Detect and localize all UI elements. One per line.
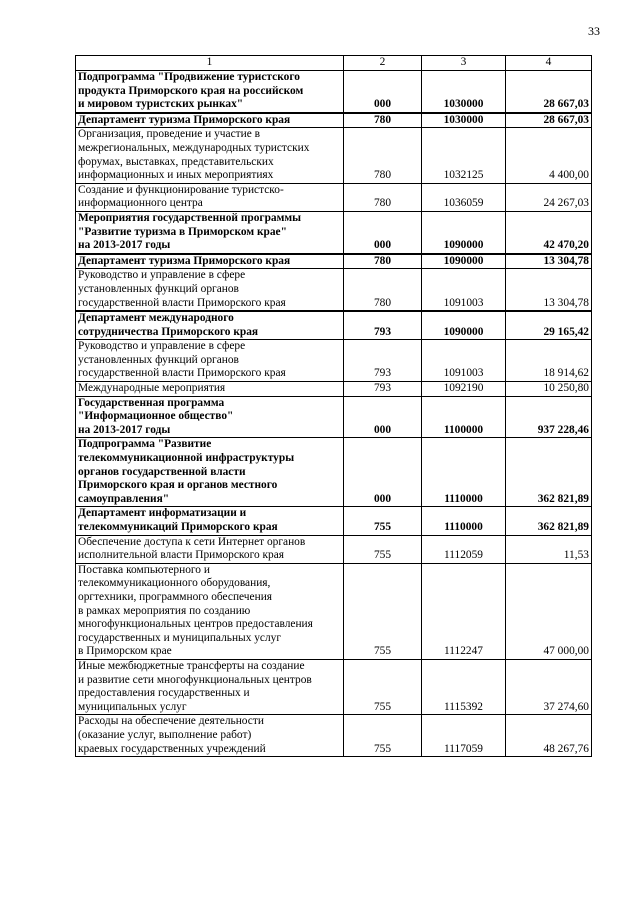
row-code-cell: 755 xyxy=(344,563,422,659)
row-name-cell: Расходы на обеспечение деятельности (оказание услуг, выполнение работ) краевых государственных учреждений xyxy=(76,715,344,757)
row-csr-cell: 1091003 xyxy=(422,340,506,382)
table-row xyxy=(76,269,592,311)
row-csr-cell: 1091003 xyxy=(422,269,506,311)
row-code-cell: 000 xyxy=(344,438,422,507)
row-code-cell: 793 xyxy=(344,311,422,340)
table-row xyxy=(76,71,592,113)
row-csr-cell: 1032125 xyxy=(422,128,506,183)
table-row xyxy=(76,438,592,507)
row-sum-cell: 24 267,03 xyxy=(506,183,592,211)
row-name-cell: Мероприятия государственной программы "Развитие туризма в Приморском крае" на 2013-2017 годы xyxy=(76,211,344,253)
row-name-cell: Департамент информатизации и телекоммуникаций Приморского края xyxy=(76,507,344,535)
row-csr-cell: 1090000 xyxy=(422,211,506,253)
row-csr-cell: 1030000 xyxy=(422,113,506,128)
row-code-cell: 780 xyxy=(344,113,422,128)
row-name-cell: Подпрограмма "Продвижение туристского продукта Приморского края на российском и мировом туристских рынках" xyxy=(76,71,344,113)
row-code-cell: 780 xyxy=(344,254,422,269)
row-code-cell: 780 xyxy=(344,269,422,311)
row-code-cell: 793 xyxy=(344,382,422,397)
row-csr-cell: 1110000 xyxy=(422,438,506,507)
row-sum-cell: 362 821,89 xyxy=(506,507,592,535)
row-name-cell: Обеспечение доступа к сети Интернет органов исполнительной власти Приморского края xyxy=(76,535,344,563)
row-name-cell: Государственная программа "Информационное общество" на 2013-2017 годы xyxy=(76,396,344,438)
table-row xyxy=(76,659,592,714)
table-row xyxy=(76,183,592,211)
row-sum-cell: 10 250,80 xyxy=(506,382,592,397)
table-row xyxy=(76,254,592,269)
row-name-cell: Иные межбюджетные трансферты на создание и развитие сети многофункциональных центров предоставления государственных и муниципальных услуг xyxy=(76,659,344,714)
row-sum-cell: 28 667,03 xyxy=(506,113,592,128)
row-name-cell: Руководство и управление в сфере установленных функций органов государственной власти Приморского края xyxy=(76,340,344,382)
row-csr-cell: 1036059 xyxy=(422,183,506,211)
row-name-cell: Организация, проведение и участие в межрегиональных, международных туристских форумах, выставках, представительских информационных и иных мероприятиях xyxy=(76,128,344,183)
row-sum-cell: 47 000,00 xyxy=(506,563,592,659)
row-csr-cell: 1100000 xyxy=(422,396,506,438)
row-name-cell: Международные мероприятия xyxy=(76,382,344,397)
row-csr-cell: 1090000 xyxy=(422,254,506,269)
table-row xyxy=(76,507,592,535)
header-col-3: 3 xyxy=(422,56,506,71)
row-sum-cell: 29 165,42 xyxy=(506,311,592,340)
row-code-cell: 755 xyxy=(344,659,422,714)
table-row xyxy=(76,563,592,659)
row-csr-cell: 1110000 xyxy=(422,507,506,535)
header-col-1: 1 xyxy=(76,56,344,71)
row-sum-cell: 11,53 xyxy=(506,535,592,563)
table-row xyxy=(76,396,592,438)
row-csr-cell: 1112059 xyxy=(422,535,506,563)
row-name-cell: Руководство и управление в сфере установленных функций органов государственной власти Приморского края xyxy=(76,269,344,311)
row-csr-cell: 1117059 xyxy=(422,715,506,757)
table-row xyxy=(76,715,592,757)
row-code-cell: 755 xyxy=(344,507,422,535)
table-row xyxy=(76,211,592,253)
row-name-cell: Департамент туризма Приморского края xyxy=(76,113,344,128)
row-code-cell: 000 xyxy=(344,71,422,113)
row-name-cell: Департамент туризма Приморского края xyxy=(76,254,344,269)
row-sum-cell: 13 304,78 xyxy=(506,269,592,311)
table-header-row xyxy=(76,56,592,71)
row-csr-cell: 1115392 xyxy=(422,659,506,714)
row-code-cell: 793 xyxy=(344,340,422,382)
row-sum-cell: 937 228,46 xyxy=(506,396,592,438)
table-row xyxy=(76,535,592,563)
header-col-2: 2 xyxy=(344,56,422,71)
row-name-cell: Поставка компьютерного и телекоммуникационного оборудования, оргтехники, программного обеспечения в рамках мероприятия по созданию многофункциональных центров предоставления государственных и муниципальных услуг в Приморском крае xyxy=(76,563,344,659)
table-row xyxy=(76,113,592,128)
row-code-cell: 755 xyxy=(344,535,422,563)
table-row xyxy=(76,382,592,397)
row-csr-cell: 1030000 xyxy=(422,71,506,113)
page-number: 33 xyxy=(588,24,600,38)
header-col-4: 4 xyxy=(506,56,592,71)
row-code-cell: 000 xyxy=(344,396,422,438)
table-row xyxy=(76,128,592,183)
budget-table xyxy=(75,55,592,757)
row-code-cell: 000 xyxy=(344,211,422,253)
row-code-cell: 780 xyxy=(344,128,422,183)
row-sum-cell: 42 470,20 xyxy=(506,211,592,253)
row-sum-cell: 18 914,62 xyxy=(506,340,592,382)
row-csr-cell: 1112247 xyxy=(422,563,506,659)
row-name-cell: Создание и функционирование туристско- информационного центра xyxy=(76,183,344,211)
row-sum-cell: 4 400,00 xyxy=(506,128,592,183)
row-name-cell: Подпрограмма "Развитие телекоммуникационной инфраструктуры органов государственной власти Приморского края и органов местного самоуправления" xyxy=(76,438,344,507)
row-sum-cell: 13 304,78 xyxy=(506,254,592,269)
row-sum-cell: 37 274,60 xyxy=(506,659,592,714)
row-sum-cell: 28 667,03 xyxy=(506,71,592,113)
table-row xyxy=(76,311,592,340)
row-sum-cell: 362 821,89 xyxy=(506,438,592,507)
row-csr-cell: 1090000 xyxy=(422,311,506,340)
row-name-cell: Департамент международного сотрудничества Приморского края xyxy=(76,311,344,340)
row-code-cell: 780 xyxy=(344,183,422,211)
row-sum-cell: 48 267,76 xyxy=(506,715,592,757)
row-code-cell: 755 xyxy=(344,715,422,757)
row-csr-cell: 1092190 xyxy=(422,382,506,397)
table-row xyxy=(76,340,592,382)
